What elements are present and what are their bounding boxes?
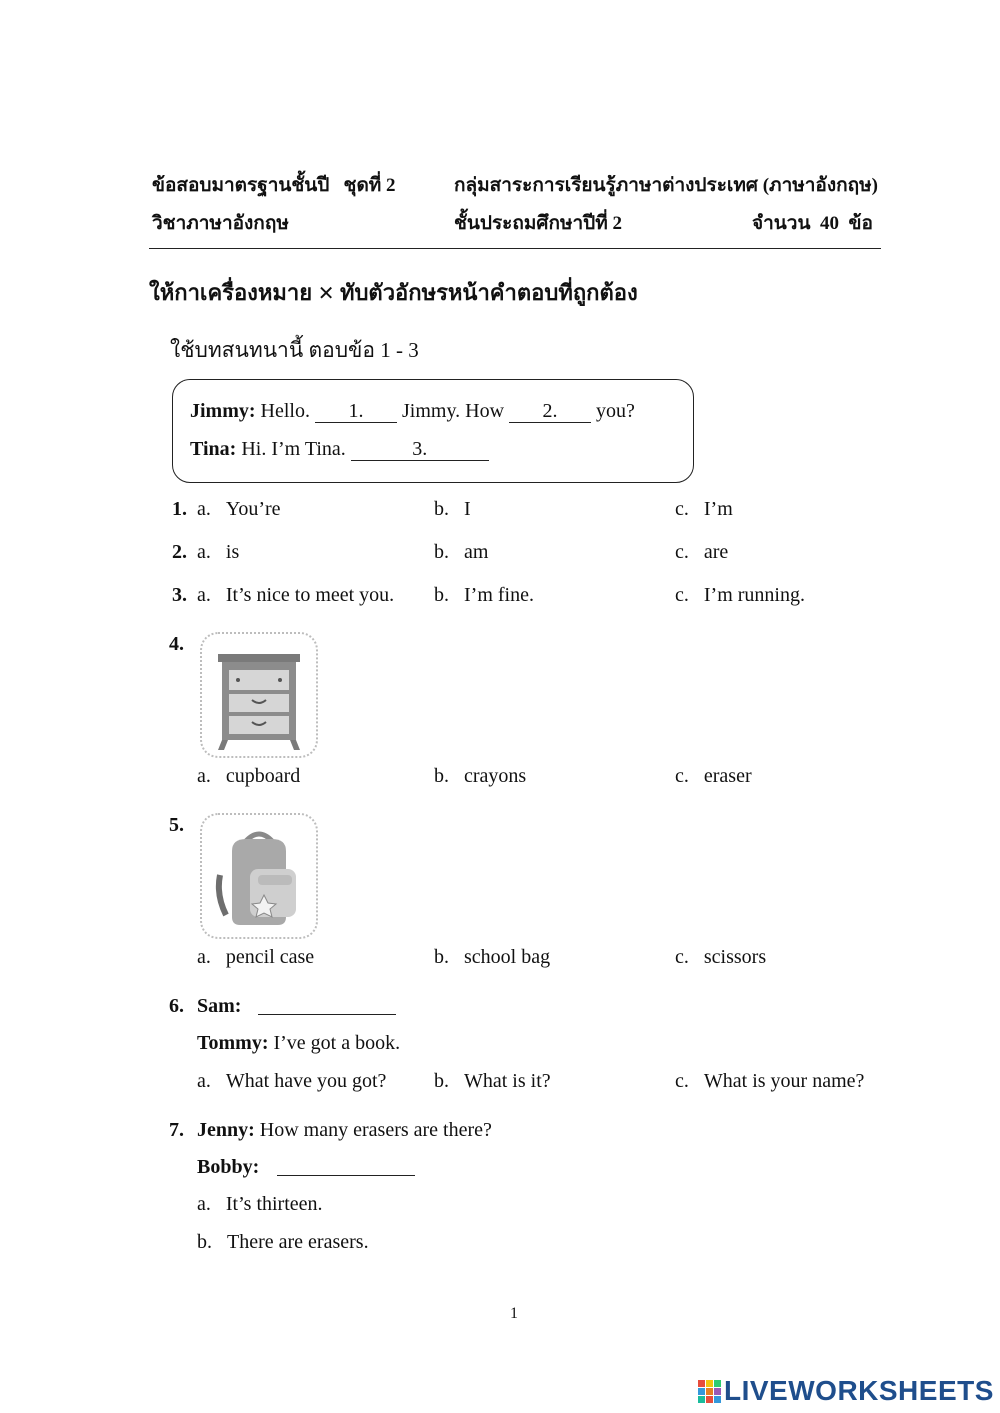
q7-speaker-bobby: Bobby: <box>197 1156 260 1178</box>
set-label: ชุดที่ 2 <box>343 175 396 196</box>
blank-3: 3. <box>351 439 489 461</box>
blank-2: 2. <box>509 401 591 423</box>
header-divider <box>149 248 881 249</box>
q7-option-b[interactable]: b. There are erasers. <box>197 1231 369 1253</box>
school-bag-picture <box>200 813 318 939</box>
learning-area: กลุ่มสาระการเรียนรู้ภาษาต่างประเทศ (ภาษาอังกฤษ) <box>454 175 878 196</box>
cupboard-picture <box>200 632 318 758</box>
q6-option-a[interactable]: a. What have you got? <box>197 1070 387 1092</box>
grade: ชั้นประถมศึกษาปีที่ 2 <box>454 213 622 234</box>
q1-option-a[interactable]: a. You’re <box>197 498 281 520</box>
q6-reply: Tommy: I’ve got a book. <box>197 1032 401 1054</box>
question-count: จำนวน 40 ข้อ <box>752 213 873 234</box>
question-number: 5. <box>169 814 184 836</box>
blank-1: 1. <box>315 401 397 423</box>
cupboard-icon <box>202 634 316 756</box>
backpack-icon <box>202 815 316 937</box>
question-number: 3. <box>172 584 187 606</box>
q1-option-c[interactable]: c. I’m <box>675 498 733 520</box>
q7-question: Jenny: How many erasers are there? <box>197 1119 492 1141</box>
exam-title: ข้อสอบมาตรฐานชั้นปี ชุดที่ 2 <box>152 175 396 196</box>
question-number: 1. <box>172 498 187 520</box>
instructions: ให้กาเครื่องหมาย ✕ ทับตัวอักษรหน้าคำตอบที่ถูกต้อง <box>149 280 638 305</box>
question-number: 4. <box>169 633 184 655</box>
q6-option-c[interactable]: c. What is your name? <box>675 1070 865 1092</box>
q4-option-c[interactable]: c. eraser <box>675 765 752 787</box>
q4-option-b[interactable]: b. crayons <box>434 765 527 787</box>
q4-option-a[interactable]: a. cupboard <box>197 765 301 787</box>
q5-option-a[interactable]: a. pencil case <box>197 946 315 968</box>
subject: วิชาภาษาอังกฤษ <box>152 213 289 234</box>
q3-option-b[interactable]: b. I’m fine. <box>434 584 534 606</box>
q1-option-b[interactable]: b. I <box>434 498 471 520</box>
question-number: 2. <box>172 541 187 563</box>
question-number: 6. <box>169 995 184 1017</box>
q6-speaker-sam: Sam: <box>197 995 242 1017</box>
x-mark-icon: ✕ <box>317 281 335 305</box>
q7-answer-blank <box>277 1175 415 1176</box>
q2-option-c[interactable]: c. are <box>675 541 729 563</box>
q2-option-b[interactable]: b. am <box>434 541 489 563</box>
q6-answer-blank <box>258 1014 396 1015</box>
brand-name: LIVEWORKSHEETS <box>724 1375 994 1406</box>
dialogue-line-2: Tina: Hi. I’m Tina. 3. <box>190 438 489 461</box>
q3-option-a[interactable]: a. It’s nice to meet you. <box>197 584 395 606</box>
q2-option-a[interactable]: a. is <box>197 541 240 563</box>
dialogue-intro: ใช้บทสนทนานี้ ตอบข้อ 1 - 3 <box>170 338 419 362</box>
dialogue-box <box>172 379 694 483</box>
q7-option-a[interactable]: a. It’s thirteen. <box>197 1193 323 1215</box>
question-number: 7. <box>169 1119 184 1141</box>
q6-option-b[interactable]: b. What is it? <box>434 1070 551 1092</box>
liveworksheets-logo-icon <box>698 1380 722 1404</box>
q3-option-c[interactable]: c. I’m running. <box>675 584 805 606</box>
q5-option-b[interactable]: b. school bag <box>434 946 551 968</box>
dialogue-line-1: Jimmy: Hello. 1. Jimmy. How 2. you? <box>190 400 635 422</box>
q5-option-c[interactable]: c. scissors <box>675 946 767 968</box>
page-number: 1 <box>510 1305 518 1322</box>
